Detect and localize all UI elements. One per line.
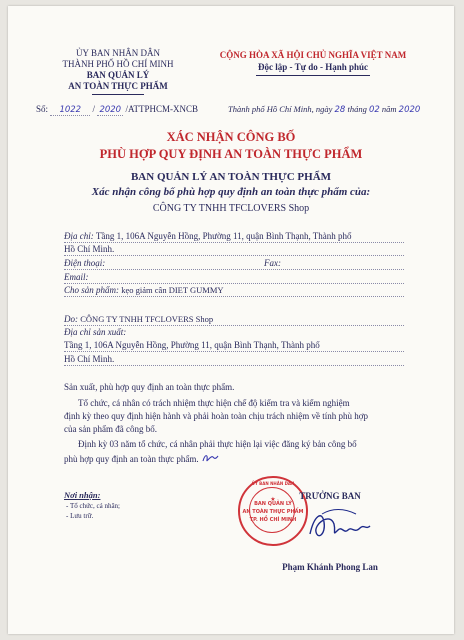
header-right-rule (256, 75, 370, 76)
day-hand: 28 (334, 105, 346, 115)
year-label: năm (381, 104, 397, 114)
header-left-line2: THÀNH PHỐ HỒ CHÍ MINH (62, 59, 174, 69)
ref-suffix: /ATTPHCM-XNCB (125, 104, 199, 114)
producer-row (64, 314, 213, 324)
paragraph-2-line3: của sản phẩm đã công bố. (64, 424, 157, 434)
producer-address-line1: Tầng 1, 106A Nguyễn Hồng, Phường 11, quận Bình Thạnh, Thành phố (64, 340, 320, 350)
by-company: CÔNG TY TNHH TFCLOVERS Shop (80, 314, 214, 324)
reference-date (228, 104, 420, 115)
address-line2: Hồ Chí Minh. (64, 244, 115, 254)
month-label: tháng (347, 104, 367, 114)
stamp-star-icon: ★ (270, 496, 276, 503)
fax-label: Fax: (264, 258, 281, 268)
stamp-line3: TP. HỒ CHÍ MINH (249, 517, 297, 523)
year-hand: 2020 (398, 105, 421, 115)
handwritten-signature-icon (304, 504, 374, 546)
address-line1: Tầng 1, 106A Nguyễn Hồng, Phường 11, quận Bình Thạnh, Thành phố (95, 231, 352, 241)
ref-year-hand: 2020 (97, 105, 123, 116)
body-org: BAN QUẢN LÝ AN TOÀN THỰC PHẨM (130, 171, 332, 183)
product-label: Cho sản phẩm: (64, 285, 120, 295)
document-page (8, 6, 454, 634)
paragraph-3-line2-text: phù hợp quy định an toàn thực phẩm. (64, 454, 199, 464)
paragraph-3-line2 (64, 452, 219, 464)
product-name: kẹo giảm cân DIET GUMMY (121, 285, 224, 295)
header-left-line3: BAN QUẢN LÝ (86, 70, 150, 80)
header-left-rule (92, 94, 144, 95)
address-label: Địa chỉ: (64, 231, 94, 241)
paragraph-3-line1: Định kỳ 03 năm tổ chức, cá nhân phải thực hiện lại việc đăng ký bản công bố (78, 439, 357, 449)
phone-label: Điện thoại: (64, 258, 106, 268)
month-hand: 02 (368, 105, 380, 115)
recipients-title: Nơi nhận: (64, 490, 101, 500)
body-confirm: Xác nhận công bố phù hợp quy định an toàn thực phẩm của: (91, 186, 371, 198)
recipient-item: - Tổ chức, cá nhân; (66, 502, 121, 510)
title-line2: PHÙ HỢP QUY ĐỊNH AN TOÀN THỰC PHẨM (99, 147, 363, 161)
so-label: Số: (36, 104, 49, 114)
place-label: Thành phố Hồ Chí Minh, ngày (228, 104, 333, 114)
signature-title: TRƯỞNG BAN (299, 491, 361, 501)
stamp-top: ỦY BAN NHÂN DÂN (251, 481, 295, 486)
title-line1: XÁC NHẬN CÔNG BỐ (166, 130, 296, 144)
producer-address-label: Địa chỉ sản xuất: (64, 327, 127, 337)
header-right-line2: Độc lập - Tự do - Hạnh phúc (257, 62, 368, 72)
paragraph-2-line1: Tổ chức, cá nhân có trách nhiệm thực hiện chế độ kiểm tra và kiểm nghiệm (78, 398, 350, 408)
signer-name: Phạm Khánh Phong Lan (282, 562, 378, 572)
producer-address-line2: Hồ Chí Minh. (64, 354, 115, 364)
by-label: Do: (64, 314, 78, 324)
stamp-line1: BAN QUẢN LÝ (254, 501, 292, 507)
product-row (64, 285, 224, 295)
header-left-line4: AN TOÀN THỰC PHẨM (68, 81, 168, 91)
address-row (64, 231, 352, 241)
paragraph-1: Sản xuất, phù hợp quy định an toàn thực phẩm. (64, 382, 235, 392)
ref-number-hand: 1022 (50, 105, 90, 116)
paragraph-2-line2: định kỳ theo quy định hiện hành và phải hoàn toàn chịu trách nhiệm về tính phù hợp (64, 411, 368, 421)
body-company: CÔNG TY TNHH TFCLOVERS Shop (152, 203, 310, 214)
initials-mark-icon (201, 452, 219, 464)
official-stamp (238, 476, 308, 546)
recipient-item: - Lưu trữ. (66, 512, 94, 520)
stamp-line2: AN TOÀN THỰC PHẨM (242, 509, 304, 515)
header-right-line1: CỘNG HÒA XÃ HỘI CHỦ NGHĨA VIỆT NAM (219, 50, 407, 60)
reference-number: Số: 1022 / 2020 /ATTPHCM-XNCB (36, 104, 199, 115)
email-label: Email: (64, 272, 89, 282)
header-left-line1: ỦY BAN NHÂN DÂN (76, 48, 160, 58)
